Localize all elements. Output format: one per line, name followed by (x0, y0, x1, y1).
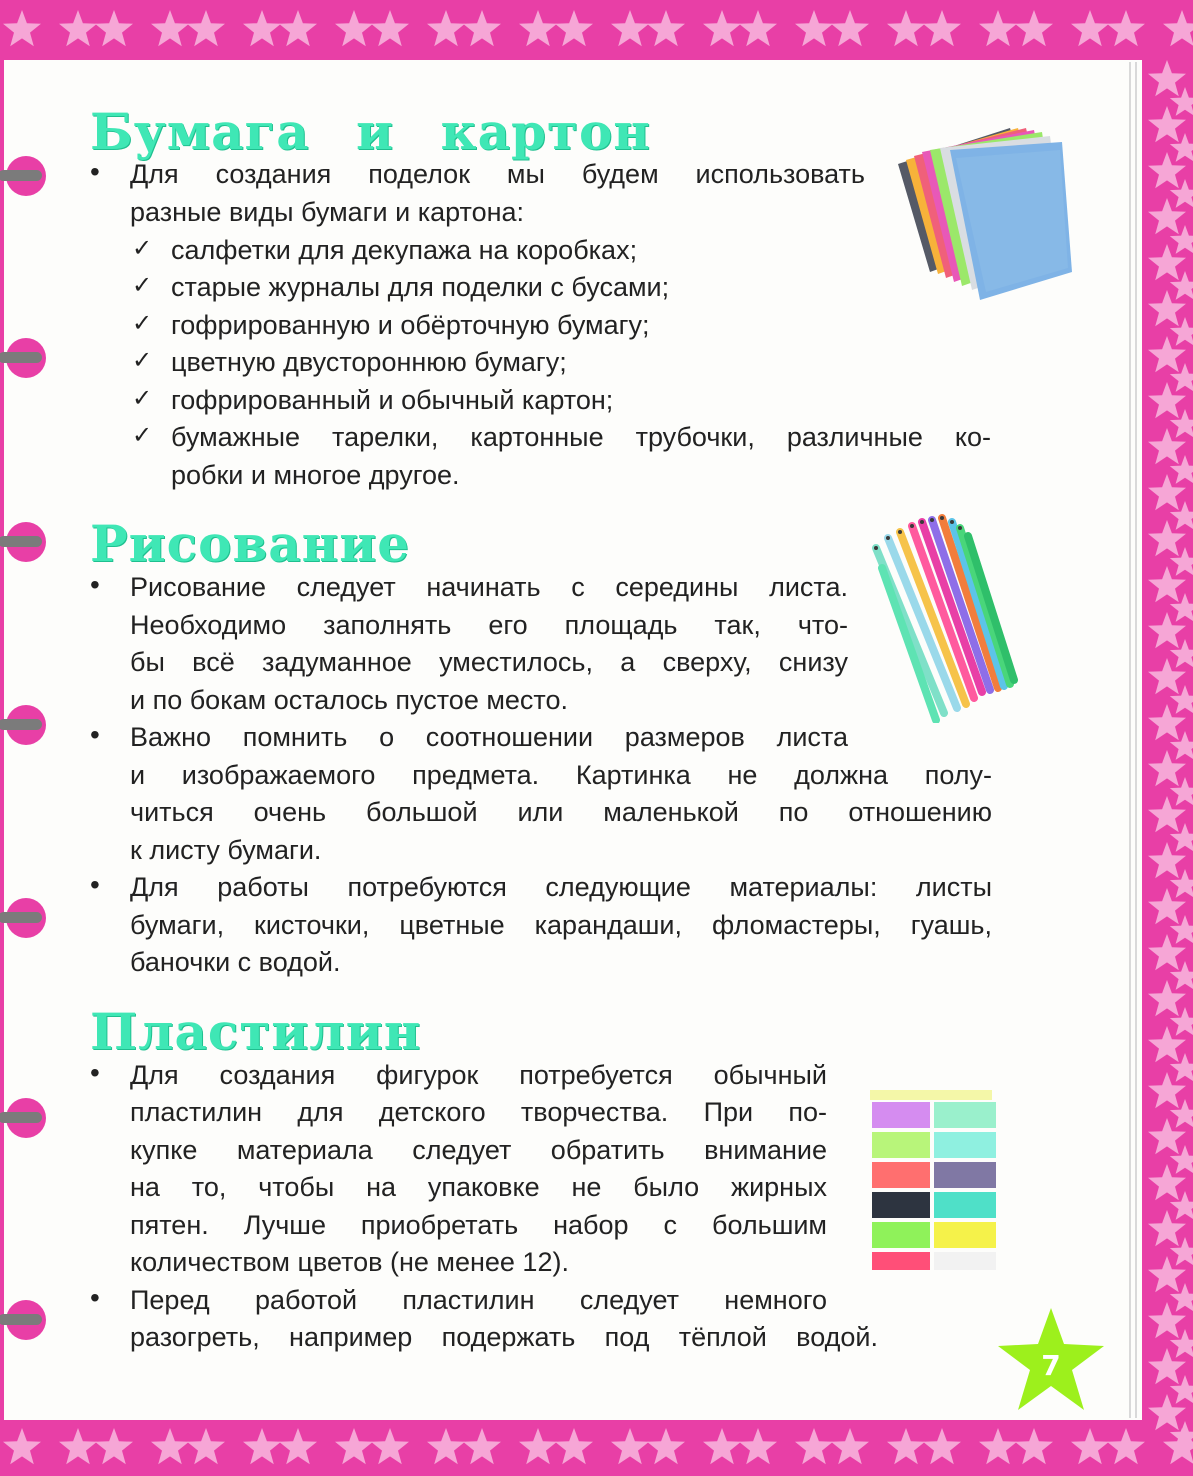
text-line: количеством цветов (не менее 12). (130, 1247, 569, 1277)
text-line: баночки с водой. (130, 947, 341, 977)
binder-ring (0, 338, 48, 382)
colored-pencils-image (862, 508, 1032, 723)
pattern-star-icon (1071, 1428, 1109, 1464)
pattern-star-icon (1015, 10, 1053, 46)
pattern-star-icon (887, 10, 925, 46)
text-line: бумаги, кисточки, цветные карандаши, фломастеры, гуашь, (130, 910, 992, 940)
text-line: и по бокам осталось пустое место. (130, 685, 568, 715)
pattern-star-icon (1107, 10, 1145, 46)
pattern-star-icon (279, 10, 317, 46)
checkmark-icon: ✓ (132, 272, 153, 299)
page-edge-line (1135, 62, 1137, 1418)
pattern-star-icon (95, 1428, 133, 1464)
binder-ring (0, 1098, 48, 1142)
pattern-star-icon (3, 1428, 41, 1464)
pattern-star-icon (151, 10, 189, 46)
pattern-star-icon (739, 10, 777, 46)
pattern-star-icon (427, 10, 465, 46)
bullet-icon: • (90, 1057, 100, 1088)
pattern-star-icon (555, 10, 593, 46)
pattern-star-icon (1107, 1428, 1145, 1464)
list-item: старые журналы для поделки с бусами; (171, 272, 670, 302)
binder-ring (0, 898, 48, 942)
pattern-star-icon (647, 1428, 685, 1464)
text-line: Для работы потребуются следующие материалы: листы (130, 872, 992, 902)
text-line: бы всё задуманное уместилось, а сверху, снизу (130, 647, 848, 677)
section-title-plasticine: Пластилин (90, 1002, 422, 1061)
text-line: пятен. Лучше приобретать набор с большим (130, 1210, 827, 1240)
pattern-star-icon (371, 1428, 409, 1464)
pattern-star-icon (463, 1428, 501, 1464)
pattern-star-icon (59, 10, 97, 46)
pattern-star-icon (279, 1428, 317, 1464)
bullet-icon: • (90, 869, 100, 900)
pattern-star-icon (611, 1428, 649, 1464)
pattern-star-icon (243, 10, 281, 46)
pattern-star-icon (59, 1428, 97, 1464)
pattern-star-icon (3, 10, 41, 46)
bullet-icon: • (90, 569, 100, 600)
binder-ring (0, 1300, 48, 1344)
list-item: цветную двустороннюю бумагу; (171, 347, 567, 377)
text-line: купке материала следует обратить внимание (130, 1135, 827, 1165)
pattern-star-icon (519, 1428, 557, 1464)
pattern-star-icon (647, 10, 685, 46)
checkmark-icon: ✓ (132, 422, 153, 449)
checkmark-icon: ✓ (132, 235, 153, 262)
text-line: Рисование следует начинать с середины листа. (130, 572, 848, 602)
list-item: салфетки для декупажа на коробках; (171, 235, 638, 265)
pattern-star-icon (555, 1428, 593, 1464)
pattern-star-icon (703, 10, 741, 46)
colored-paper-sheets-image (890, 122, 1080, 307)
page-edge-line (1129, 62, 1131, 1418)
pattern-star-icon (187, 10, 225, 46)
pattern-star-icon (887, 1428, 925, 1464)
page-number: 7 (1041, 1349, 1061, 1382)
list-item: бумажные тарелки, картонные трубочки, различные ко- (171, 422, 991, 452)
text-line: к листу бумаги. (130, 835, 322, 865)
section-title-paper: Бумага и картон (90, 102, 651, 161)
pattern-star-icon (703, 1428, 741, 1464)
pattern-star-icon (371, 10, 409, 46)
pattern-star-icon (1163, 10, 1193, 46)
pattern-star-icon (611, 10, 649, 46)
text-line: и изображаемого предмета. Картинка не должна полу- (130, 760, 992, 790)
section-title-drawing: Рисование (90, 514, 411, 573)
pattern-star-icon (335, 1428, 373, 1464)
text-line: разогреть, например подержать под тёплой водой. (130, 1322, 878, 1352)
list-item: гофрированную и обёрточную бумагу; (171, 310, 650, 340)
plasticine-set-image (866, 1088, 1006, 1273)
pattern-star-icon (923, 10, 961, 46)
binder-ring (0, 705, 48, 749)
list-item: гофрированный и обычный картон; (171, 385, 614, 415)
pattern-star-icon (95, 10, 133, 46)
pattern-star-icon (151, 1428, 189, 1464)
pattern-star-icon (795, 1428, 833, 1464)
text-line: читься очень большой или маленькой по отношению (130, 797, 992, 827)
checkmark-icon: ✓ (132, 385, 153, 412)
binder-ring (0, 156, 48, 200)
text-line: разные виды бумаги и картона: (130, 197, 525, 227)
pattern-star-icon (831, 10, 869, 46)
pattern-star-icon (1148, 60, 1186, 96)
pattern-star-icon (427, 1428, 465, 1464)
text-line: на то, чтобы на упаковке не было жирных (130, 1172, 827, 1202)
pattern-star-icon (1071, 10, 1109, 46)
bullet-icon: • (90, 1282, 100, 1313)
text-line: Перед работой пластилин следует немного (130, 1285, 827, 1315)
pattern-star-icon (923, 1428, 961, 1464)
pattern-star-icon (335, 10, 373, 46)
list-item: робки и многое другое. (171, 460, 460, 490)
pattern-star-icon (187, 1428, 225, 1464)
pattern-star-icon (519, 10, 557, 46)
pattern-star-icon (831, 1428, 869, 1464)
pattern-star-icon (243, 1428, 281, 1464)
bullet-icon: • (90, 719, 100, 750)
text-line: Важно помнить о соотношении размеров листа (130, 722, 848, 752)
text-line: Необходимо заполнять его площадь так, что- (130, 610, 848, 640)
pattern-star-icon (795, 10, 833, 46)
text-line: пластилин для детского творчества. При по- (130, 1097, 827, 1127)
text-line: Для создания фигурок потребуется обычный (130, 1060, 827, 1090)
checkmark-icon: ✓ (132, 310, 153, 337)
text-line: Для создания поделок мы будем использовать (130, 159, 865, 189)
pattern-star-icon (739, 1428, 777, 1464)
pattern-star-icon (979, 1428, 1017, 1464)
pattern-star-icon (979, 10, 1017, 46)
pattern-star-icon (1015, 1428, 1053, 1464)
binder-ring (0, 522, 48, 566)
pattern-star-icon (463, 10, 501, 46)
bullet-icon: • (90, 156, 100, 187)
checkmark-icon: ✓ (132, 347, 153, 374)
